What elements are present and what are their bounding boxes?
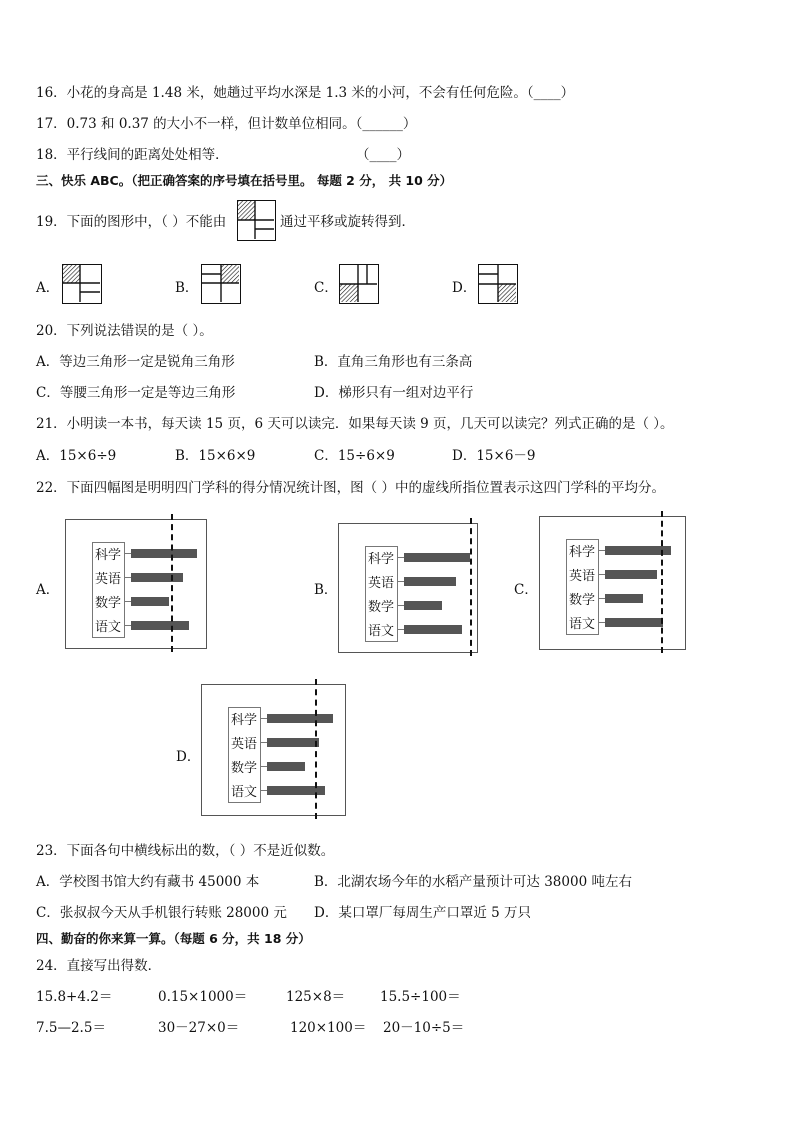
calc-item: 15.8+4.2＝	[36, 989, 113, 1005]
chart-category-label: 英语	[569, 569, 596, 584]
q22-option-d-label: D．	[176, 749, 201, 765]
section-3-heading: 三、快乐 ABC。（把正确答案的序号填在括号里。 每题 2 分， 共 10 分）	[36, 173, 453, 188]
chart-category-label: 科学	[95, 548, 122, 563]
section-4-heading: 四、勤奋的你来算一算。（每题 6 分，共 18 分）	[36, 931, 311, 946]
chart-category-label: 英语	[368, 576, 395, 591]
q21-option-c[interactable]: C．15÷6×9	[314, 448, 395, 464]
q19-option-a-figure[interactable]	[62, 264, 102, 304]
q20-option-b[interactable]: B．直角三角形也有三条高	[314, 354, 473, 370]
q22-option-c-label: C．	[514, 582, 538, 598]
chart-category-label: 语文	[368, 624, 395, 639]
chart-bar	[404, 601, 442, 610]
chart-category-label: 语文	[95, 620, 122, 635]
chart-category-label: 英语	[231, 737, 258, 752]
q22-chart-a[interactable]	[65, 519, 207, 649]
q22-chart-c[interactable]	[539, 516, 686, 650]
chart-category-label: 语文	[231, 785, 258, 800]
question-21: 21．小明读一本书，每天读 15 页，6 天可以读完．如果每天读 9 页，几天可以读完？列式正确的是（ ）。	[36, 416, 674, 432]
calc-item: 15.5÷100＝	[380, 989, 461, 1005]
chart-bar	[605, 594, 643, 603]
calc-item: 125×8＝	[286, 989, 346, 1005]
average-dashed-line	[470, 518, 472, 656]
calc-item: 0.15×1000＝	[158, 989, 248, 1005]
average-dashed-line	[315, 679, 317, 819]
q19-option-d-label: D．	[452, 280, 477, 296]
q20-option-c[interactable]: C．等腰三角形一定是等边三角形	[36, 385, 236, 401]
chart-bar	[131, 573, 183, 582]
average-dashed-line	[661, 511, 663, 653]
q22-option-a-label: A．	[36, 582, 60, 598]
chart-category-label: 数学	[231, 761, 258, 776]
question-19-suffix: 通过平移或旋转得到．	[280, 214, 415, 230]
chart-bar	[605, 570, 657, 579]
q22-chart-b[interactable]	[338, 523, 478, 653]
reference-square-figure	[237, 200, 276, 241]
chart-bar	[404, 577, 456, 586]
q19-option-a-label: A．	[36, 280, 60, 296]
chart-category-label: 数学	[368, 600, 395, 615]
question-24: 24．直接写出得数．	[36, 958, 162, 974]
calc-item: 7.5—2.5＝	[36, 1020, 106, 1036]
chart-bar	[267, 714, 333, 723]
q22-chart-d[interactable]	[201, 684, 346, 816]
q23-option-a[interactable]: A．学校图书馆大约有藏书 45000 本	[36, 874, 260, 890]
q23-option-d[interactable]: D．某口罩厂每周生产口罩近 5 万只	[314, 905, 531, 921]
chart-category-label: 数学	[569, 593, 596, 608]
calc-item: 20－10÷5＝	[383, 1020, 465, 1036]
question-18-blank: （____）	[356, 147, 410, 163]
chart-bar	[267, 762, 305, 771]
chart-bar	[605, 618, 663, 627]
chart-bar	[404, 625, 462, 634]
question-16: 16．小花的身高是 1.48 米，她趟过平均水深是 1.3 米的小河，不会有任何危险。（____）	[36, 85, 575, 101]
chart-bar	[267, 738, 319, 747]
q19-option-b-label: B．	[175, 280, 199, 296]
question-22: 22．下面四幅图是明明四门学科的得分情况统计图，图（ ）中的虚线所指位置表示这四门学科的平均分。	[36, 480, 665, 496]
question-23: 23．下面各句中横线标出的数，（ ）不是近似数。	[36, 843, 335, 859]
q19-option-d-figure[interactable]	[478, 264, 518, 304]
q23-option-c[interactable]: C．张叔叔今天从手机银行转账 28000 元	[36, 905, 287, 921]
chart-bar	[404, 553, 470, 562]
question-18: 18．平行线间的距离处处相等．	[36, 147, 229, 163]
chart-category-label: 科学	[569, 545, 596, 560]
chart-bar	[131, 621, 189, 630]
q22-option-b-label: B．	[314, 582, 338, 598]
question-20: 20．下列说法错误的是（ ）。	[36, 323, 213, 339]
calc-item: 30－27×0＝	[158, 1020, 240, 1036]
question-17: 17．0.73 和 0.37 的大小不一样，但计数单位相同。（______）	[36, 116, 417, 132]
chart-category-label: 科学	[231, 713, 258, 728]
q21-option-a[interactable]: A．15×6÷9	[36, 448, 117, 464]
question-19-prefix: 19．下面的图形中，（ ）不能由	[36, 214, 227, 230]
q21-option-d[interactable]: D．15×6－9	[452, 448, 536, 464]
chart-category-label: 英语	[95, 572, 122, 587]
chart-category-label: 语文	[569, 617, 596, 632]
chart-bar	[131, 597, 169, 606]
q20-option-a[interactable]: A．等边三角形一定是锐角三角形	[36, 354, 235, 370]
calc-item: 120×100＝	[290, 1020, 367, 1036]
chart-category-label: 科学	[368, 552, 395, 567]
q21-option-b[interactable]: B．15×6×9	[175, 448, 256, 464]
q19-option-c-figure[interactable]	[339, 264, 379, 304]
chart-category-label: 数学	[95, 596, 122, 611]
average-dashed-line	[171, 514, 173, 652]
q19-option-c-label: C．	[314, 280, 338, 296]
chart-bar	[131, 549, 197, 558]
q23-option-b[interactable]: B．北湖农场今年的水稻产量预计可达 38000 吨左右	[314, 874, 632, 890]
q20-option-d[interactable]: D．梯形只有一组对边平行	[314, 385, 474, 401]
q19-option-b-figure[interactable]	[201, 264, 241, 304]
